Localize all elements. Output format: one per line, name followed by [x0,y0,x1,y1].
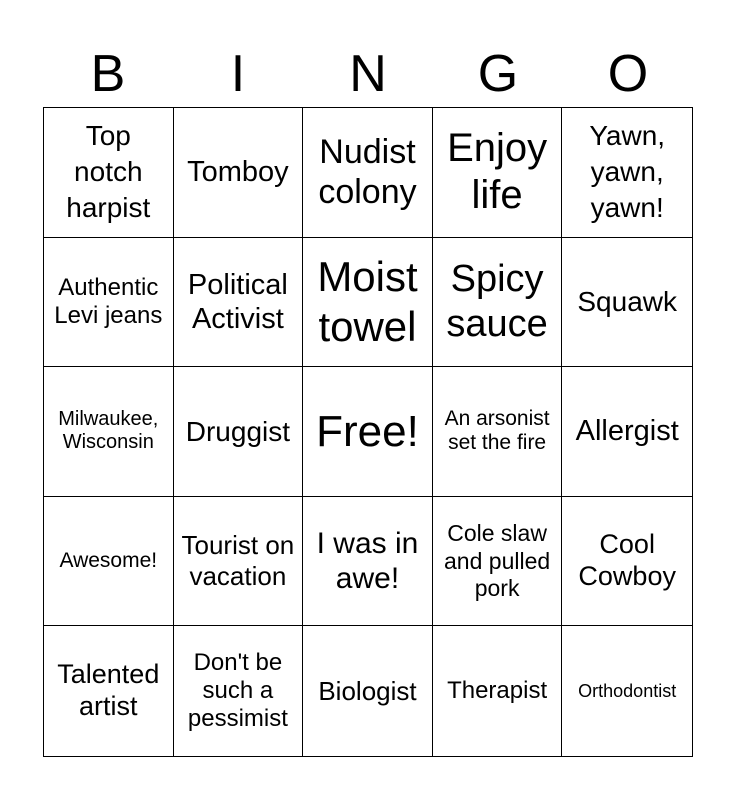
header-letter-o: O [607,45,649,103]
bingo-cell[interactable] [562,367,692,497]
bingo-cell[interactable] [562,238,692,368]
free-space-text: Free! [316,406,419,456]
bingo-cell-text: Awesome! [59,548,158,572]
bingo-cell[interactable] [44,108,174,238]
bingo-cell-text: Squawk [577,286,677,318]
bingo-cell[interactable] [433,108,563,238]
bingo-cell[interactable] [433,367,563,497]
bingo-cell[interactable] [44,367,174,497]
header-letter-b: B [90,45,126,103]
bingo-cell-text: Tourist on vacation [181,530,295,592]
bingo-cell[interactable] [174,367,304,497]
bingo-cell-text: Cool Cowboy [578,529,676,592]
bingo-cell-text: Yawn, yawn, yawn! [589,119,666,224]
header-letter-n: N [349,45,387,103]
bingo-cell[interactable] [303,626,433,756]
bingo-cell[interactable] [44,238,174,368]
bingo-cell-text: Cole slaw and pulled pork [444,520,551,601]
bingo-cell-text: Biologist [318,675,417,706]
bingo-cell-text: Talented artist [57,659,160,722]
bingo-cell[interactable] [303,108,433,238]
bingo-cell[interactable] [433,238,563,368]
free-space[interactable] [303,367,433,497]
bingo-cell-text: Allergist [575,415,679,448]
header-letter-i: I [230,45,246,103]
bingo-cell-text: Therapist [447,677,548,705]
bingo-cell-text: Enjoy life [447,126,548,218]
bingo-cell[interactable] [174,497,304,627]
bingo-cell-text: Political Activist [187,268,288,335]
bingo-cell-text: Authentic Levi jeans [54,273,163,329]
bingo-cell[interactable] [174,238,304,368]
header-letter-g: G [477,45,519,103]
bingo-cell-text: Tomboy [187,156,289,189]
bingo-cell-text: Top notch harpist [66,119,151,224]
bingo-cell-text: Druggist [185,415,291,447]
bingo-cell[interactable] [303,497,433,627]
bingo-cell-text: Moist towel [317,253,418,350]
bingo-board [43,107,693,757]
bingo-cell[interactable] [174,626,304,756]
bingo-cell-text: I was in awe! [316,526,419,596]
bingo-cell[interactable] [303,238,433,368]
bingo-cell[interactable] [433,626,563,756]
bingo-cell-text: Milwaukee, Wisconsin [58,407,159,454]
bingo-cell[interactable] [562,108,692,238]
bingo-cell[interactable] [174,108,304,238]
bingo-header [43,40,693,108]
bingo-cell-text: Spicy sauce [446,258,548,345]
bingo-cell-text: Nudist colony [318,133,417,212]
bingo-cell[interactable] [562,626,692,756]
bingo-cell[interactable] [433,497,563,627]
bingo-cell[interactable] [562,497,692,627]
bingo-cell[interactable] [44,497,174,627]
bingo-cell-text: Don't be such a pessimist [187,648,288,733]
bingo-cell-text: Orthodontist [578,680,677,701]
bingo-cell[interactable] [44,626,174,756]
bingo-cell-text: An arsonist set the fire [444,406,550,455]
